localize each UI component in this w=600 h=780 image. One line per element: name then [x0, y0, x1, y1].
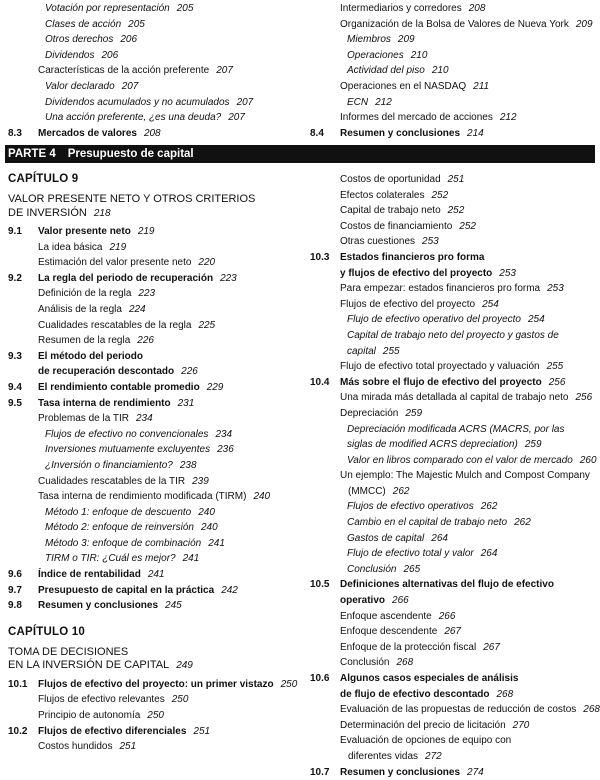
entry-title: Efectos colaterales — [340, 189, 425, 201]
entry-title: Tasa interna de rendimiento — [38, 397, 171, 409]
entry-title: Actividad del piso — [347, 65, 425, 77]
toc-entry — [310, 328, 600, 359]
toc-entry — [310, 531, 600, 547]
entry-title: Depreciación modificada ACRS (MACRS, por las siglas de modified ACRS depreciation) — [347, 423, 565, 451]
page-number: 256 — [575, 392, 593, 404]
page-number: 252 — [447, 205, 465, 217]
toc-entry — [310, 468, 600, 499]
entry-title: La regla del periodo de recuperación — [38, 272, 214, 284]
toc-entry — [8, 48, 298, 64]
entry-title: Flujos de efectivo no convencionales — [45, 428, 209, 440]
toc-entry — [310, 499, 600, 515]
entry-title: Intermediarios y corredores — [340, 3, 462, 14]
toc-entry — [310, 203, 600, 219]
entry-title: Evaluación de opciones de equipo con diferentes vidas — [340, 735, 512, 762]
entry-title: Principio de autonomía — [38, 710, 141, 722]
section-number: 10.1 — [8, 678, 28, 690]
entry-title: Resumen y conclusiones — [340, 766, 461, 778]
page-number: 260 — [579, 454, 597, 466]
part-title: Presupuesto de capital — [67, 148, 194, 160]
toc-entry — [310, 655, 600, 671]
toc-entry — [8, 458, 300, 474]
toc-section — [8, 380, 300, 396]
entry-title: Conclusión — [347, 563, 397, 575]
toc-section — [310, 375, 600, 391]
page-number: 207 — [216, 65, 233, 77]
toc-entry — [310, 234, 600, 250]
toc-section — [8, 677, 300, 693]
toc-entry — [8, 551, 300, 567]
page-number: 268 — [583, 704, 600, 716]
entry-title: Inversiones mutuamente excluyentes — [45, 444, 211, 456]
toc-entry — [8, 95, 298, 111]
toc-entry — [310, 281, 600, 297]
page-number: 239 — [192, 475, 209, 487]
page-number: 259 — [405, 407, 423, 419]
section-number: 10.3 — [310, 251, 330, 263]
entry-title: El método del periodo de recuperación descontado — [38, 350, 175, 378]
chapter-9-label: CAPÍTULO 9 — [8, 173, 79, 185]
toc-section — [8, 126, 298, 142]
entry-title: Enfoque ascendente — [340, 610, 432, 622]
page-number: 241 — [208, 537, 225, 549]
toc-entry — [8, 318, 300, 334]
entry-title: Algunos casos especiales de análisis de flujo de efectivo descontado — [340, 673, 519, 700]
section-number: 9.2 — [8, 272, 22, 284]
toc-section — [310, 765, 600, 780]
toc-entry — [8, 255, 300, 271]
section-number: 9.1 — [8, 226, 22, 237]
page-number: 253 — [499, 267, 516, 279]
toc-entry — [310, 609, 600, 625]
toc-entry — [310, 702, 600, 718]
entry-title: Método 2: enfoque de reinversión — [45, 522, 194, 534]
entry-title: ECN — [347, 96, 369, 108]
toc-section — [310, 250, 600, 281]
toc-entry — [8, 739, 300, 755]
page-number: 211 — [473, 80, 490, 92]
section-number: 10.5 — [310, 579, 330, 591]
entry-title: Problemas de la TIR — [38, 413, 129, 425]
page-number: 220 — [198, 257, 216, 269]
entry-title: Costos de oportunidad — [340, 174, 441, 185]
entry-title: Valor presente neto — [38, 226, 131, 237]
page-number: 225 — [198, 319, 216, 331]
page-number: 264 — [480, 548, 498, 560]
page-number: 206 — [120, 34, 138, 46]
entry-title: Organización de la Bolsa de Valores de Nueva York — [340, 18, 569, 30]
toc-entry — [8, 489, 300, 505]
toc-entry — [310, 453, 600, 469]
page-number: 268 — [396, 657, 414, 669]
toc-entry — [8, 32, 298, 48]
entry-title: Costos hundidos — [38, 741, 113, 753]
entry-title: Flujos de efectivo operativos — [347, 501, 474, 513]
page-number: 206 — [101, 49, 119, 61]
entry-title: Valor en libros comparado con el valor de mercado — [347, 454, 573, 466]
page-number: 226 — [137, 335, 154, 347]
page-number: 231 — [177, 397, 195, 409]
toc-entry — [8, 286, 300, 302]
section-number: 10.2 — [8, 725, 28, 737]
toc-entry — [310, 110, 600, 126]
page-number: 210 — [431, 65, 449, 77]
toc-entry — [310, 1, 600, 17]
entry-title: Otras cuestiones — [340, 236, 416, 248]
toc-entry — [8, 333, 300, 349]
entry-title: Resumen de la regla — [38, 335, 131, 347]
entry-title: Índice de rentabilidad — [38, 569, 141, 581]
toc-left-column — [8, 163, 300, 755]
entry-title: Costos de financiamiento — [340, 220, 453, 232]
page-number: 251 — [193, 725, 211, 737]
entry-title: Estimación del valor presente neto — [38, 257, 192, 269]
page-number: 251 — [447, 174, 465, 185]
section-number: 9.6 — [8, 569, 22, 581]
entry-title: Características de la acción preferente — [38, 65, 210, 77]
toc-entry — [310, 546, 600, 562]
entry-title: Otros derechos — [45, 34, 114, 46]
page-number: 219 — [109, 241, 127, 253]
entry-title: Cualidades rescatables de la regla — [38, 319, 192, 331]
toc-right-column — [310, 172, 600, 780]
page-number: 250 — [171, 694, 189, 706]
entry-title: Capital de trabajo neto del proyecto y gastos de capital — [347, 329, 559, 357]
toc-entry — [8, 110, 298, 126]
toc-top-right — [310, 1, 600, 141]
entry-title: Flujos de efectivo del proyecto: un primer vistazo — [38, 678, 274, 690]
entry-title: Depreciación — [340, 407, 399, 419]
entry-title: Votación por representación — [45, 3, 170, 14]
entry-title: Método 1: enfoque de descuento — [45, 506, 192, 518]
page-number: 207 — [236, 96, 254, 108]
page-number: 212 — [375, 96, 392, 108]
chapter-10-title — [8, 646, 300, 673]
page-number: 226 — [181, 366, 198, 378]
entry-title: Gastos de capital — [347, 532, 425, 544]
page-number: 242 — [221, 584, 238, 596]
entry-title: Estados financieros pro forma y flujos de efectivo del proyecto — [340, 251, 493, 279]
toc-entry — [310, 95, 600, 111]
page-number: 208 — [468, 3, 486, 14]
entry-title: Flujo de efectivo total proyectado y valuación — [340, 361, 540, 373]
entry-title: Capital de trabajo neto — [340, 205, 441, 217]
page-number: 210 — [410, 49, 428, 61]
toc-entry — [310, 359, 600, 375]
page-number: 238 — [179, 459, 197, 471]
page-number: 266 — [392, 595, 409, 607]
page-number: 207 — [121, 80, 139, 92]
section-number: 8.3 — [8, 127, 22, 139]
toc-entry — [8, 505, 300, 521]
entry-title: Flujos de efectivo diferenciales — [38, 725, 187, 737]
entry-title: La idea básica — [38, 241, 103, 253]
page-number: 252 — [431, 189, 449, 201]
toc-section — [8, 396, 300, 412]
toc-entry — [310, 312, 600, 328]
entry-title: Dividendos acumulados y no acumulados — [45, 96, 230, 108]
page-number: 229 — [206, 381, 224, 393]
toc-entry — [8, 1, 298, 17]
entry-title: Tasa interna de rendimiento modificada (TIRM) — [38, 491, 247, 503]
page-number: 205 — [176, 3, 194, 14]
page-number: 265 — [403, 563, 421, 575]
toc-entry — [8, 442, 300, 458]
page-number: 262 — [480, 501, 498, 513]
chapter-9-page: 218 — [93, 207, 111, 219]
entry-title: Una acción preferente, ¿es una deuda? — [45, 112, 222, 124]
page-number: 223 — [220, 272, 237, 284]
toc-section — [310, 577, 600, 608]
toc-entry — [310, 48, 600, 64]
toc-section — [8, 598, 300, 614]
page-number: 262 — [514, 517, 531, 529]
entry-title: Flujos de efectivo del proyecto — [340, 298, 476, 310]
part-banner — [5, 145, 595, 163]
entry-title: Operaciones — [347, 49, 404, 61]
entry-title: Clases de acción — [45, 18, 122, 30]
page-number: 240 — [198, 506, 215, 518]
toc-entry — [310, 422, 600, 453]
entry-title: Conclusión — [340, 657, 390, 669]
toc-section — [8, 349, 300, 380]
entry-title: Más sobre el flujo de efectivo del proyecto — [340, 376, 542, 388]
toc-entry — [310, 172, 600, 188]
toc-entry — [8, 302, 300, 318]
entry-title: Flujo de efectivo operativo del proyecto — [347, 314, 521, 326]
entry-title: Definiciones alternativas del flujo de efectivo operativo — [340, 579, 554, 607]
page-number: 207 — [228, 112, 245, 124]
entry-title: Miembros — [347, 34, 391, 46]
entry-title: Análisis de la regla — [38, 303, 122, 315]
chapter-10-label: CAPÍTULO 10 — [8, 625, 85, 638]
page-number: 241 — [182, 553, 200, 565]
page-number: 234 — [135, 413, 153, 425]
toc-entry — [310, 718, 600, 734]
page-number: 240 — [253, 491, 271, 503]
page-number: 209 — [575, 18, 593, 30]
section-number: 9.7 — [8, 584, 22, 596]
entry-title: Resumen y conclusiones — [38, 600, 159, 612]
toc-entry — [8, 17, 298, 33]
page-number: 250 — [147, 710, 164, 722]
toc-entry — [310, 32, 600, 48]
entry-title: Resumen y conclusiones — [340, 127, 461, 139]
entry-title: Determinación del precio de licitación — [340, 719, 506, 731]
toc-entry — [310, 624, 600, 640]
page-number: 240 — [201, 522, 218, 534]
entry-title: Evaluación de las propuestas de reducción de costos — [340, 704, 577, 716]
page-number: 209 — [397, 34, 415, 46]
page-number: 274 — [467, 766, 484, 778]
toc-entry — [8, 692, 300, 708]
toc-section — [8, 583, 300, 599]
page-number: 252 — [459, 220, 476, 232]
toc-entry — [310, 640, 600, 656]
toc-entry — [310, 733, 600, 764]
toc-entry — [8, 708, 300, 724]
toc-entry — [8, 520, 300, 536]
toc-entry — [8, 474, 300, 490]
toc-entry — [8, 63, 298, 79]
section-number: 9.4 — [8, 381, 22, 393]
toc-section — [310, 126, 600, 142]
toc-entry — [8, 536, 300, 552]
entry-title: Una mirada más detallada al capital de trabajo neto — [340, 392, 569, 404]
entry-title: El rendimiento contable promedio — [38, 381, 200, 393]
page-number: 224 — [128, 303, 146, 315]
entry-title: Flujo de efectivo total y valor — [347, 548, 474, 560]
toc-top-left — [8, 1, 298, 141]
toc-section — [8, 224, 300, 240]
page-number: 255 — [382, 345, 400, 357]
page-number: 266 — [438, 610, 456, 622]
section-number: 9.5 — [8, 397, 22, 409]
page-number: 256 — [548, 376, 566, 388]
page-number: 254 — [482, 298, 499, 310]
page-number: 259 — [524, 439, 542, 451]
chapter-9-title — [8, 193, 300, 220]
page-number: 234 — [215, 428, 233, 440]
toc-section — [8, 724, 300, 740]
chapter-9-title-text: VALOR PRESENTE NETO Y OTROS CRITERIOS DE INVERSIÓN — [8, 193, 256, 219]
toc-entry — [310, 562, 600, 578]
page-number: 254 — [528, 314, 545, 326]
page-number: 264 — [431, 532, 448, 544]
entry-title: Enfoque de la protección fiscal — [340, 641, 477, 653]
toc-entry — [310, 297, 600, 313]
entry-title: Un ejemplo: The Majestic Mulch and Compost Company (MMCC) — [340, 470, 590, 497]
page-number: 223 — [138, 288, 156, 300]
entry-title: Valor declarado — [45, 80, 115, 92]
page-number: 214 — [467, 127, 484, 139]
entry-title: Presupuesto de capital en la práctica — [38, 584, 215, 596]
entry-title: Informes del mercado de acciones — [340, 112, 493, 124]
toc-entry — [310, 63, 600, 79]
page-number: 255 — [546, 361, 564, 373]
toc-section — [310, 671, 600, 702]
page-number: 253 — [547, 283, 564, 295]
toc-entry — [310, 219, 600, 235]
page-number: 268 — [496, 688, 514, 700]
toc-entry — [310, 79, 600, 95]
toc-section — [8, 271, 300, 287]
page-number: 267 — [444, 626, 461, 638]
page-number: 250 — [280, 678, 298, 690]
section-number: 8.4 — [310, 127, 324, 139]
section-number: 9.8 — [8, 600, 22, 612]
page-number: 251 — [119, 741, 137, 753]
toc-entry — [310, 515, 600, 531]
entry-title: Flujos de efectivo relevantes — [38, 694, 165, 706]
page-number: 245 — [165, 600, 182, 612]
section-number: 10.6 — [310, 673, 330, 684]
page-number: 208 — [143, 127, 161, 139]
toc-entry — [8, 411, 300, 427]
entry-title: Definición de la regla — [38, 288, 132, 300]
toc-entry — [310, 390, 600, 406]
part-label: PARTE 4 — [8, 148, 56, 160]
entry-title: Dividendos — [45, 49, 95, 61]
section-number: 10.7 — [310, 766, 330, 778]
chapter-10-page: 249 — [176, 660, 193, 672]
entry-title: Operaciones en el NASDAQ — [340, 80, 467, 92]
toc-entry — [8, 79, 298, 95]
chapter-10-title-text: TOMA DE DECISIONES EN LA INVERSIÓN DE CAPITAL — [8, 645, 170, 672]
entry-title: Cambio en el capital de trabajo neto — [347, 517, 508, 529]
entry-title: Mercados de valores — [38, 127, 137, 139]
toc-entry — [310, 17, 600, 33]
section-number: 10.4 — [310, 376, 330, 388]
page-number: 241 — [147, 569, 165, 581]
toc-entry — [310, 188, 600, 204]
toc-section — [8, 567, 300, 583]
entry-title: ¿Inversión o financiamiento? — [45, 459, 173, 471]
page-number: 212 — [499, 112, 517, 124]
page-number: 205 — [128, 18, 145, 30]
entry-title: Enfoque descendente — [340, 626, 438, 638]
page-number: 270 — [512, 719, 530, 731]
toc-entry — [8, 427, 300, 443]
toc-entry — [8, 240, 300, 256]
page-number: 219 — [137, 226, 155, 237]
toc-entry — [310, 406, 600, 422]
section-number: 9.3 — [8, 350, 22, 362]
page-number: 272 — [425, 750, 442, 762]
page-number: 267 — [483, 641, 500, 653]
entry-title: Cualidades rescatables de la TIR — [38, 475, 186, 487]
entry-title: Método 3: enfoque de combinación — [45, 537, 202, 549]
page-number: 262 — [392, 485, 410, 497]
entry-title: Para empezar: estados financieros pro forma — [340, 283, 541, 295]
entry-title: TIRM o TIR: ¿Cuál es mejor? — [45, 553, 176, 565]
page-number: 236 — [217, 444, 234, 456]
page-number: 253 — [422, 236, 439, 248]
